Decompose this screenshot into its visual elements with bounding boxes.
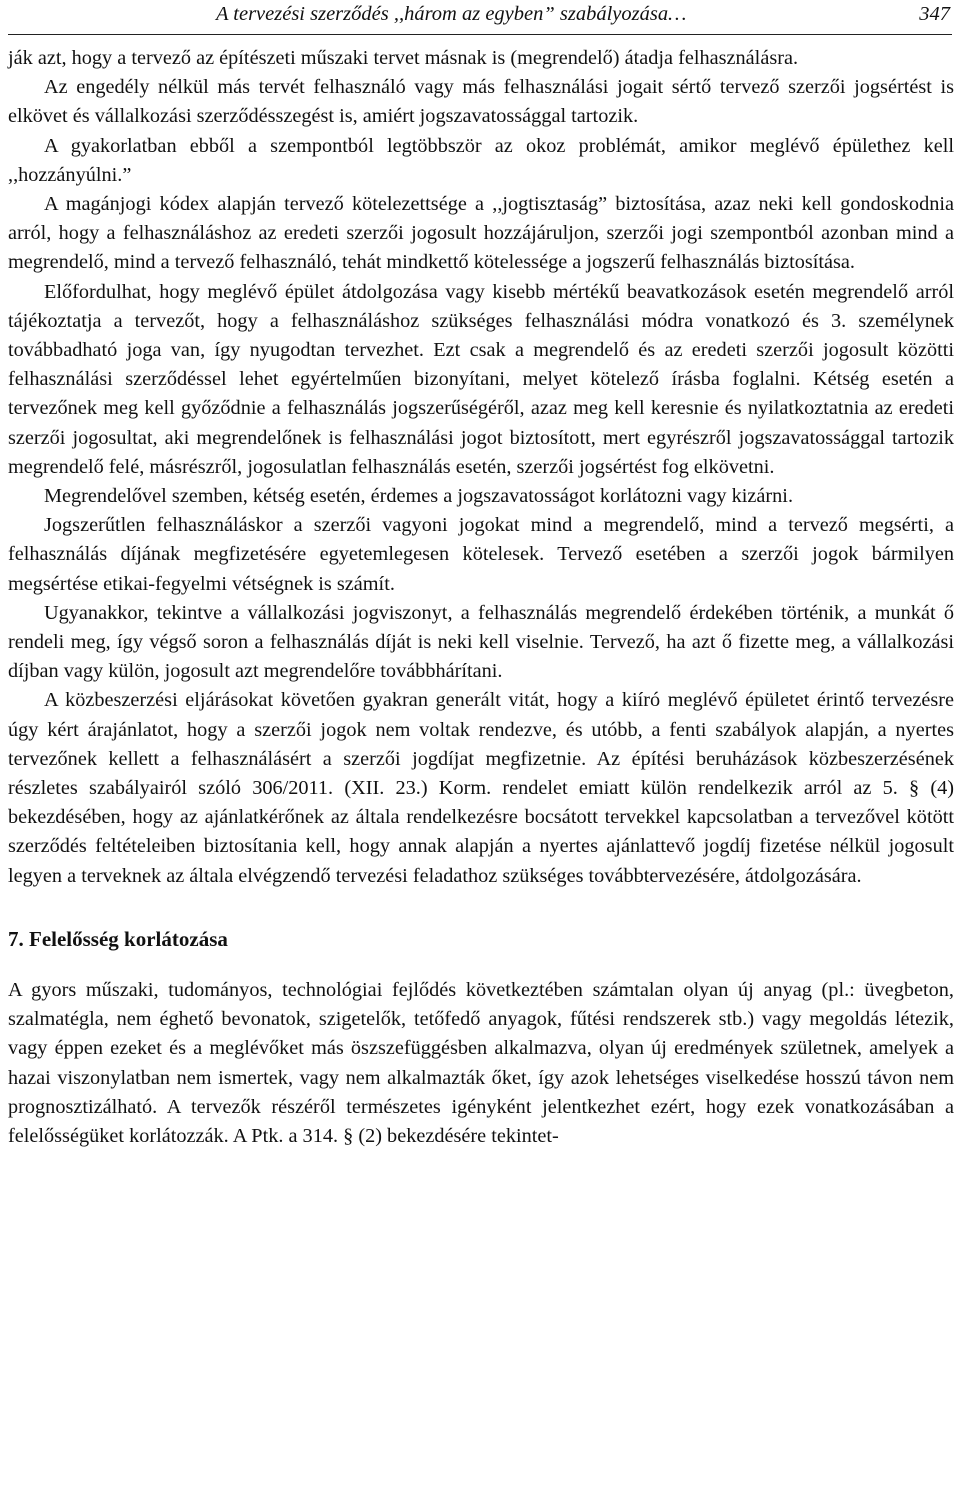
paragraph: Ugyanakkor, tekintve a vállalkozási jogviszonyt, a felhasználás megrendelő érdekében történik, a munkát ő rendeli meg, így végső soron a felhasználás díját is neki kell viselnie. Tervező, ha azt ő fizette meg, a vállalkozási díjban vagy külön, jogosult azt megrendelőre továbbhárítani. xyxy=(8,601,954,683)
paragraph: Az engedély nélkül más tervét felhasználó vagy más felhasználási jogait sértő tervező szerzői jogsértést is elkövet és vállalkozási szerződésszegést is, amiért jogszavatossággal tartozik. xyxy=(8,76,954,128)
running-header-title: A tervezési szerződés ,,három az egyben” szabályozása… xyxy=(216,3,687,25)
page-number: 347 xyxy=(919,3,950,25)
paragraph: A magánjogi kódex alapján tervező kötelezettsége a ,,jogtisztaság” biztosítása, azaz neki kell gondoskodnia arról, hogy a felhasználáshoz az eredeti szerzői jogosult hozzájáruljon, szerzői jogi szempontból azonban mind a megrendelő, mind a tervező felhasználó, tehát mindkettő kötelessége a jogszerű felhasználás biztosítása. xyxy=(8,193,954,274)
paragraph-continuation: ják azt, hogy a tervező az építészeti műszaki tervet másnak is (megrendelő) átadja felhasználásra. xyxy=(8,47,799,69)
paragraph: Előfordulhat, hogy meglévő épület átdolgozása vagy kisebb mértékű beavatkozások esetén megrendelő arról tájékoztatja a tervezőt, hogy a felhasználáshoz szükséges felhasználási módra vonatkozó és 3. személynek továbbadható joga van, így nyugodtan tervezhet. Ezt csak a megrendelő és az eredeti szerzői jogosult közötti felhasználási szerződéssel lehet egyértelműen bizonyítani, melyet kötelező írásba foglalni. Kétség esetén a tervezőnek meg kell győződnie a felhasználás jogszerűségéről, azaz meg kell keresnie és nyilatkoztatnia az eredeti szerzői jogosultat, aki megrendelőnek is felhasználási jogot biztosított, mert egyrészről jogszavatossággal tartozik megrendelő felé, másrészről, jogosulatlan felhasználás esetén, szerzői jogsértést fog elkövetni. xyxy=(8,280,954,478)
paragraph: Megrendelővel szemben, kétség esetén, érdemes a jogszavatosságot korlátozni vagy kizárni. xyxy=(44,485,794,508)
section-paragraph: A gyors műszaki, tudományos, technológiai fejlődés következtében számtalan olyan új anyag (pl.: üvegbeton, szalmatégla, nem éghető bevonatok, szigetelők, tetőfedő anyagok, fűtési rendszerek stb.) vagy megoldás létezik, vagy éppen ezeket és a meglévőket más öszszefüggésben alkalmazva, olyan új eredmények születnek, amelyek a hazai viszonylatban nem ismertek, vagy nem alkalmazták őket, így azok lehetséges viselkedése hosszú távon nem prognosztizálható. A tervezők részéről természetes igényként jelentkezhet ezért, hogy ezek vonatkozásában a felelősségüket korlátozzák. A Ptk. a 314. § (2) bekezdésére tekintet- xyxy=(8,978,954,1147)
section-heading: 7. Felelősség korlátozása xyxy=(8,926,228,951)
paragraph: A gyakorlatban ebből a szempontból legtöbbször az okoz problémát, amikor meglévő épülethez kell ,,hozzányúlni.” xyxy=(8,134,954,186)
paragraph: Jogszerűtlen felhasználáskor a szerzői vagyoni jogokat mind a megrendelő, mind a tervező megsérti, a felhasználás díjának megfizetésére egyetemlegesen kötelesek. Tervező esetében a szerzői jogok bármilyen megsértése etikai-fegyelmi vétségnek is számít. xyxy=(8,514,954,595)
page-body xyxy=(8,44,954,1151)
running-header xyxy=(8,0,952,35)
paragraph: A közbeszerzési eljárásokat követően gyakran generált vitát, hogy a kiíró meglévő épületet érintő tervezésre úgy kért árajánlatot, hogy a szerzői jogok nem voltak rendezve, és utóbb, a fenti szabályok alapján, a nyertes tervezőnek kellett a felhasználásért a szerzői jogdíjat megfizetnie. Az építési beruházások közbeszerzésének részletes szabályairól szóló 306/2011. (XII. 23.) Korm. rendelet emiatt külön rendelkezik arról az 5. § (4) bekezdésében, hogy az ajánlatkérőnek az általa rendelkezésre bocsátott tervekkel kapcsolatban a tervezővel kötött szerződés feltételeiben biztosítania kell, hogy annak alapján a nyertes ajánlattevő jogdíj fizetése nélkül jogosult legyen a terveknek az általa elvégzendő tervezési feladathoz szükséges továbbtervezésére, átdolgozására. xyxy=(8,689,954,887)
